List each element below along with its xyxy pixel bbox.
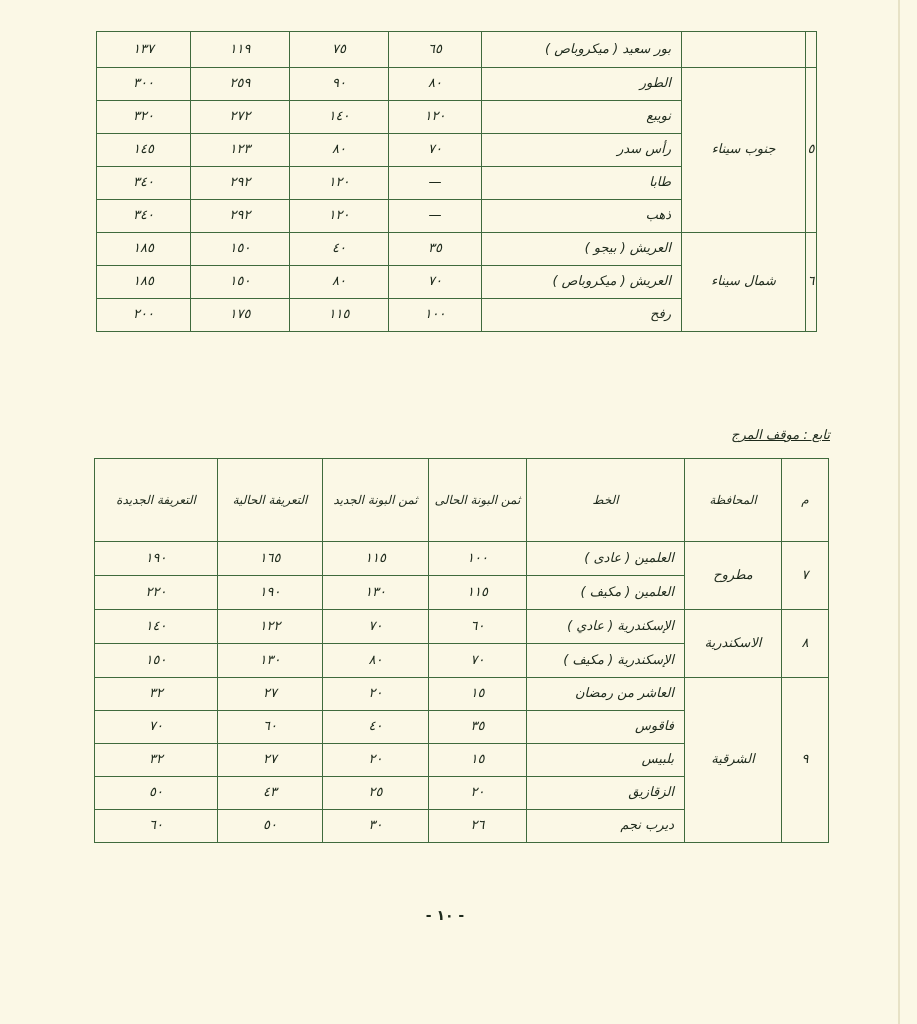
current-tariff-cell: ٢٧ <box>218 678 323 711</box>
old-coupon-cell: ١٠٠ <box>389 299 482 332</box>
governorate-cell: مطروح <box>685 542 782 610</box>
current-tariff-cell: ١٣٠ <box>218 644 323 678</box>
current-tariff-cell: ٢٧ <box>218 744 323 777</box>
governorate-cell: شمال سيناء <box>682 233 806 332</box>
page-number: - ١٠ - <box>425 908 465 924</box>
line-cell: الإسكندرية ( مكيف ) <box>527 644 685 678</box>
old-coupon-cell: ٢٠ <box>429 777 527 810</box>
line-cell: الزقازيق <box>527 777 685 810</box>
new-tariff-cell: ٧٠ <box>95 711 218 744</box>
governorate-cell: جنوب سيناء <box>682 68 806 233</box>
new-coupon-cell: ١٢٠ <box>290 167 389 200</box>
new-tariff-cell: ٦٠ <box>95 810 218 843</box>
new-tariff-cell: ١٩٠ <box>95 542 218 576</box>
new-tariff-cell: ٣٤٠ <box>97 167 191 200</box>
current-tariff-cell: ١٢٣ <box>191 134 290 167</box>
new-coupon-cell: ١٢٠ <box>290 200 389 233</box>
current-tariff-cell: ٢٧٢ <box>191 101 290 134</box>
line-cell: العريش ( بيجو ) <box>482 233 682 266</box>
new-coupon-cell: ١٤٠ <box>290 101 389 134</box>
current-tariff-cell: ١٩٠ <box>218 576 323 610</box>
old-coupon-cell: ٨٠ <box>389 68 482 101</box>
new-tariff-cell: ٣٢٠ <box>97 101 191 134</box>
header-line: الخط <box>527 459 685 542</box>
current-tariff-cell: ١٥٠ <box>191 233 290 266</box>
old-coupon-cell: ٣٥ <box>389 233 482 266</box>
table-row <box>95 678 829 711</box>
line-cell: بلبيس <box>527 744 685 777</box>
line-cell: العلمين ( مكيف ) <box>527 576 685 610</box>
new-coupon-cell: ٧٥ <box>290 32 389 68</box>
new-coupon-cell: ١١٥ <box>323 542 429 576</box>
new-tariff-cell: ٣٢ <box>95 678 218 711</box>
line-cell: العلمين ( عادى ) <box>527 542 685 576</box>
old-coupon-cell: ١٥ <box>429 678 527 711</box>
new-coupon-cell: ١١٥ <box>290 299 389 332</box>
current-tariff-cell: ٤٣ <box>218 777 323 810</box>
number-cell-empty <box>806 32 817 68</box>
current-tariff-cell: ٢٥٩ <box>191 68 290 101</box>
line-cell: الإسكندرية ( عادي ) <box>527 610 685 644</box>
header-new-coupon: ثمن البونة الجديد <box>323 459 429 542</box>
section-subtitle: تابع : موقف المرج <box>731 428 830 443</box>
header-new-tariff: التعريفة الجديدة <box>95 459 218 542</box>
fare-table-continued <box>96 31 817 332</box>
old-coupon-cell: — <box>389 200 482 233</box>
number-cell: ٩ <box>782 678 829 843</box>
line-cell: بور سعيد ( ميكروباص ) <box>482 32 682 68</box>
line-cell: فاقوس <box>527 711 685 744</box>
old-coupon-cell: ١١٥ <box>429 576 527 610</box>
new-tariff-cell: ٢٠٠ <box>97 299 191 332</box>
new-tariff-cell: ١٤٠ <box>95 610 218 644</box>
new-coupon-cell: ٣٠ <box>323 810 429 843</box>
old-coupon-cell: ٧٠ <box>389 134 482 167</box>
current-tariff-cell: ٢٩٢ <box>191 200 290 233</box>
old-coupon-cell: ١٠٠ <box>429 542 527 576</box>
governorate-cell: الشرقية <box>685 678 782 843</box>
old-coupon-cell: ٧٠ <box>389 266 482 299</box>
current-tariff-cell: ١٥٠ <box>191 266 290 299</box>
new-tariff-cell: ١٤٥ <box>97 134 191 167</box>
table-row <box>95 610 829 644</box>
number-cell: ٦ <box>806 233 817 332</box>
new-coupon-cell: ٨٠ <box>290 134 389 167</box>
current-tariff-cell: ١١٩ <box>191 32 290 68</box>
old-coupon-cell: ٦٠ <box>429 610 527 644</box>
new-tariff-cell: ١٨٥ <box>97 266 191 299</box>
header-current-tariff: التعريفة الحالية <box>218 459 323 542</box>
old-coupon-cell: ٧٠ <box>429 644 527 678</box>
line-cell: الطور <box>482 68 682 101</box>
current-tariff-cell: ٥٠ <box>218 810 323 843</box>
current-tariff-cell: ١٧٥ <box>191 299 290 332</box>
page-edge <box>898 0 900 1024</box>
header-old-coupon: ثمن البونة الحالى <box>429 459 527 542</box>
new-coupon-cell: ٢٥ <box>323 777 429 810</box>
governorate-cell: الاسكندرية <box>685 610 782 678</box>
line-cell: ذهب <box>482 200 682 233</box>
governorate-cell-empty <box>682 32 806 68</box>
new-tariff-cell: ١٥٠ <box>95 644 218 678</box>
old-coupon-cell: ٣٥ <box>429 711 527 744</box>
new-tariff-cell: ٣٠٠ <box>97 68 191 101</box>
new-tariff-cell: ٣٤٠ <box>97 200 191 233</box>
line-cell: رأس سدر <box>482 134 682 167</box>
old-coupon-cell: — <box>389 167 482 200</box>
fare-table <box>94 458 829 843</box>
new-tariff-cell: ١٨٥ <box>97 233 191 266</box>
new-tariff-cell: ٥٠ <box>95 777 218 810</box>
new-tariff-cell: ١٣٧ <box>97 32 191 68</box>
new-coupon-cell: ٧٠ <box>323 610 429 644</box>
old-coupon-cell: ١٢٠ <box>389 101 482 134</box>
new-coupon-cell: ٤٠ <box>323 711 429 744</box>
new-coupon-cell: ١٣٠ <box>323 576 429 610</box>
old-coupon-cell: ٦٥ <box>389 32 482 68</box>
table-row <box>97 233 817 266</box>
line-cell: العاشر من رمضان <box>527 678 685 711</box>
current-tariff-cell: ٢٩٢ <box>191 167 290 200</box>
number-cell: ٨ <box>782 610 829 678</box>
new-coupon-cell: ٩٠ <box>290 68 389 101</box>
line-cell: رفح <box>482 299 682 332</box>
new-coupon-cell: ٢٠ <box>323 744 429 777</box>
header-governorate: المحافظة <box>685 459 782 542</box>
number-cell: ٧ <box>782 542 829 610</box>
current-tariff-cell: ٦٠ <box>218 711 323 744</box>
old-coupon-cell: ٢٦ <box>429 810 527 843</box>
table-row <box>95 542 829 576</box>
new-coupon-cell: ٤٠ <box>290 233 389 266</box>
new-coupon-cell: ٨٠ <box>290 266 389 299</box>
line-cell: طابا <box>482 167 682 200</box>
table-row <box>97 68 817 101</box>
new-coupon-cell: ٢٠ <box>323 678 429 711</box>
table-header-row <box>95 459 829 542</box>
header-number: م <box>782 459 829 542</box>
line-cell: العريش ( ميكروباص ) <box>482 266 682 299</box>
line-cell: نويبع <box>482 101 682 134</box>
table-row <box>97 32 817 68</box>
new-coupon-cell: ٨٠ <box>323 644 429 678</box>
new-tariff-cell: ٢٢٠ <box>95 576 218 610</box>
number-cell: ٥ <box>806 68 817 233</box>
current-tariff-cell: ١٢٢ <box>218 610 323 644</box>
line-cell: ديرب نجم <box>527 810 685 843</box>
old-coupon-cell: ١٥ <box>429 744 527 777</box>
new-tariff-cell: ٣٢ <box>95 744 218 777</box>
current-tariff-cell: ١٦٥ <box>218 542 323 576</box>
